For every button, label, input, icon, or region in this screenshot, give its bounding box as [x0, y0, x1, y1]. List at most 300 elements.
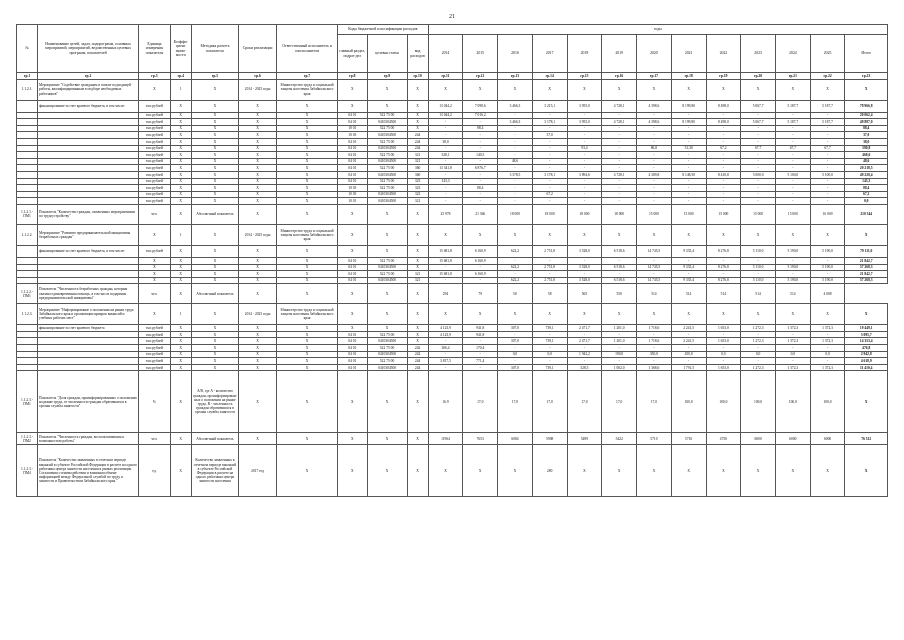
- cell: 8 276,8: [706, 277, 741, 284]
- cell: тыс.рублей: [139, 351, 171, 358]
- cell: 04 01: [338, 112, 367, 119]
- cell: X: [239, 198, 277, 205]
- cell: -: [706, 178, 741, 185]
- cell: X: [407, 433, 428, 445]
- cell: X: [170, 185, 191, 192]
- cell: 18 000: [602, 204, 637, 224]
- cell: 10 03: [338, 191, 367, 198]
- row-responsible: X: [277, 264, 338, 271]
- cell: 04 01: [338, 271, 367, 278]
- cell: -: [706, 271, 741, 278]
- cell: X: [463, 79, 498, 100]
- cell: чел.: [139, 433, 171, 445]
- cell: 04 01: [338, 264, 367, 271]
- cell: -: [637, 198, 672, 205]
- cell: 100,0: [741, 371, 776, 433]
- cell: X: [239, 158, 277, 165]
- cell: 0410304500: [367, 171, 407, 178]
- row-total: 78 966,8: [845, 100, 888, 112]
- row-number: [17, 165, 38, 172]
- cell: 522 75 00: [367, 345, 407, 352]
- cell: 17,0: [602, 371, 637, 433]
- cell: 6 160,9: [463, 271, 498, 278]
- cell: 04 01: [338, 345, 367, 352]
- cell: 6 160,9: [463, 245, 498, 257]
- cell: -: [532, 145, 567, 152]
- row-total: 476,8: [845, 345, 888, 352]
- cell: -: [741, 358, 776, 365]
- table-row: [17, 257, 888, 264]
- cell: -: [637, 138, 672, 145]
- cell: 4 123,9: [428, 325, 463, 332]
- cell: 1: [170, 79, 191, 100]
- cell: 3 528,0: [567, 264, 602, 271]
- page-number: 21: [449, 14, 455, 20]
- row-name: [38, 358, 139, 365]
- cell: 242: [407, 351, 428, 358]
- cell: -: [602, 165, 637, 172]
- row-name: [38, 264, 139, 271]
- cell: -: [532, 152, 567, 159]
- cell: 5 190,0: [775, 245, 810, 257]
- cell: X: [775, 445, 810, 497]
- cell: 15 000: [637, 204, 672, 224]
- cell: -: [428, 277, 463, 284]
- cell: 18 000: [567, 204, 602, 224]
- header-kbk-csr: целевая статья: [367, 35, 407, 73]
- cell: -: [671, 185, 706, 192]
- cell: -: [775, 125, 810, 132]
- cell: 50: [498, 284, 533, 304]
- cell: 1 372,3: [775, 338, 810, 345]
- cell: -: [602, 112, 637, 119]
- cell: 140,5: [463, 152, 498, 159]
- cell: 1 272,3: [741, 338, 776, 345]
- row-name: [38, 345, 139, 352]
- row-total: 210 344: [845, 204, 888, 224]
- cell: -: [498, 145, 533, 152]
- cell: 8 498,0: [706, 119, 741, 126]
- cell: -: [532, 125, 567, 132]
- cell: -: [671, 358, 706, 365]
- row-responsible: X: [277, 358, 338, 365]
- table-row: [17, 345, 888, 352]
- cell: 306,4: [428, 345, 463, 352]
- row-responsible: X: [277, 445, 338, 497]
- cell: 143,3: [428, 178, 463, 185]
- cell: 4 728,1: [602, 171, 637, 178]
- cell: X: [170, 364, 191, 371]
- cell: 5908: [532, 433, 567, 445]
- cell: 244: [407, 364, 428, 371]
- cell: 51,30: [671, 145, 706, 152]
- row-responsible: X: [277, 257, 338, 264]
- header-term: Сроки реализации: [239, 25, 277, 73]
- cell: 04 01: [338, 257, 367, 264]
- row-method: X: [191, 331, 238, 338]
- cell: -: [671, 271, 706, 278]
- row-responsible: X: [277, 271, 338, 278]
- cell: 13 044,2: [428, 112, 463, 119]
- cell: 6000: [810, 433, 845, 445]
- cell: 5499: [567, 433, 602, 445]
- row-number: [17, 245, 38, 257]
- cell: -: [498, 198, 533, 205]
- cell: -: [706, 132, 741, 139]
- cell: -: [428, 132, 463, 139]
- cell: тыс.рублей: [139, 245, 171, 257]
- column-number: гр.12: [463, 73, 498, 80]
- cell: 5 187,7: [810, 119, 845, 126]
- cell: 5 110,0: [741, 245, 776, 257]
- cell: X: [170, 165, 191, 172]
- cell: 3 215,1: [532, 100, 567, 112]
- cell: X: [671, 224, 706, 245]
- row-total: 20 062,4: [845, 112, 888, 119]
- cell: 25 978: [428, 204, 463, 224]
- header-year-2025: 2025: [810, 35, 845, 73]
- cell: 941,8: [463, 325, 498, 332]
- cell: -: [810, 132, 845, 139]
- table-header: [17, 25, 888, 80]
- cell: 1 002,0: [602, 364, 637, 371]
- cell: X: [706, 304, 741, 325]
- table-row: [17, 264, 888, 271]
- cell: 04 01: [338, 358, 367, 365]
- cell: 5 190,0: [810, 277, 845, 284]
- cell: -: [567, 165, 602, 172]
- cell: 8 199,80: [671, 119, 706, 126]
- cell: X: [463, 304, 498, 325]
- table-row: [17, 224, 888, 245]
- cell: 3 894,6: [567, 171, 602, 178]
- cell: 522 75 00: [367, 152, 407, 159]
- table-row: [17, 178, 888, 185]
- cell: 6 160,9: [463, 257, 498, 264]
- cell: тыс.рублей: [139, 198, 171, 205]
- row-method: X: [191, 165, 238, 172]
- cell: 15 681,8: [428, 257, 463, 264]
- row-name: [38, 277, 139, 284]
- cell: -: [428, 191, 463, 198]
- row-responsible: X: [277, 371, 338, 433]
- cell: 522 75 00: [367, 165, 407, 172]
- cell: -: [741, 125, 776, 132]
- cell: 2 751,8: [532, 277, 567, 284]
- cell: 2 241,5: [671, 338, 706, 345]
- cell: -: [602, 152, 637, 159]
- cell: 242: [407, 345, 428, 352]
- cell: -: [498, 112, 533, 119]
- cell: -: [428, 338, 463, 345]
- row-name: [38, 112, 139, 119]
- cell: -: [775, 178, 810, 185]
- cell: тыс.рублей: [139, 158, 171, 165]
- row-responsible: X: [277, 165, 338, 172]
- cell: 5 100,0: [775, 171, 810, 178]
- row-method: Количество заявленных в отчетном периоде вакансий в субъекте Российской Федерации в расчете на одного работника центра занятости населения: [191, 445, 238, 497]
- cell: X: [170, 112, 191, 119]
- cell: 100,0: [706, 371, 741, 433]
- row-responsible: X: [277, 158, 338, 165]
- row-number: [17, 132, 38, 139]
- cell: 321: [407, 277, 428, 284]
- cell: 6 518,6: [602, 264, 637, 271]
- row-total: 79 111,0: [845, 245, 888, 257]
- cell: -: [567, 158, 602, 165]
- cell: -: [498, 125, 533, 132]
- cell: -: [498, 331, 533, 338]
- cell: тыс.рублей: [139, 119, 171, 126]
- cell: X: [338, 433, 367, 445]
- cell: -: [463, 119, 498, 126]
- row-number: [17, 191, 38, 198]
- row-responsible: X: [277, 125, 338, 132]
- row-name: [38, 145, 139, 152]
- cell: 0,0: [532, 351, 567, 358]
- cell: -: [463, 198, 498, 205]
- cell: -: [741, 331, 776, 338]
- cell: X: [810, 445, 845, 497]
- cell: -: [463, 132, 498, 139]
- cell: 15 000: [706, 204, 741, 224]
- header-years: годы: [428, 25, 887, 35]
- column-number: гр.21: [775, 73, 810, 80]
- row-number: [17, 345, 38, 352]
- row-responsible: X: [277, 191, 338, 198]
- cell: -: [463, 178, 498, 185]
- cell: 13 341,8: [428, 165, 463, 172]
- row-total: 0,0: [845, 198, 888, 205]
- table-row: [17, 338, 888, 345]
- cell: -: [602, 145, 637, 152]
- cell: -: [567, 331, 602, 338]
- cell: X: [239, 112, 277, 119]
- cell: -: [810, 112, 845, 119]
- row-number: [17, 331, 38, 338]
- cell: -: [532, 257, 567, 264]
- row-responsible: X: [277, 178, 338, 185]
- cell: 550: [602, 284, 637, 304]
- row-number: [17, 364, 38, 371]
- cell: 2 471,7: [567, 325, 602, 332]
- cell: -: [775, 191, 810, 198]
- cell: 280: [532, 445, 567, 497]
- header-year-2023: 2023: [741, 35, 776, 73]
- cell: -: [498, 165, 533, 172]
- cell: X: [367, 204, 407, 224]
- header-year-2022: 2022: [706, 35, 741, 73]
- cell: 2014 - 2025 годы: [239, 79, 277, 100]
- column-number: гр.19: [706, 73, 741, 80]
- cell: X: [170, 277, 191, 284]
- cell: -: [532, 198, 567, 205]
- cell: X: [338, 100, 367, 112]
- column-number: гр.10: [407, 73, 428, 80]
- cell: 522 75 00: [367, 185, 407, 192]
- cell: 04 01: [338, 138, 367, 145]
- cell: X: [338, 79, 367, 100]
- cell: тыс.рублей: [139, 358, 171, 365]
- cell: X: [741, 79, 776, 100]
- row-number: 1.1.2.3.: [17, 304, 38, 325]
- cell: -: [671, 112, 706, 119]
- cell: 15 000: [775, 204, 810, 224]
- row-responsible: Министерство труда и социальной защиты населения Забайкальского края: [277, 224, 338, 245]
- cell: 3 955,0: [567, 100, 602, 112]
- cell: X: [239, 185, 277, 192]
- column-numbers-row: [17, 73, 888, 80]
- cell: 7653: [463, 433, 498, 445]
- cell: -: [567, 185, 602, 192]
- table-row: [17, 125, 888, 132]
- cell: -: [463, 145, 498, 152]
- column-number: гр.11: [428, 73, 463, 80]
- cell: -: [637, 165, 672, 172]
- cell: 323: [407, 185, 428, 192]
- cell: -: [567, 132, 602, 139]
- cell: 0410304500: [367, 264, 407, 271]
- row-responsible: X: [277, 171, 338, 178]
- row-method: X: [191, 304, 238, 325]
- cell: 9 335,4: [671, 277, 706, 284]
- row-number: [17, 158, 38, 165]
- cell: X: [139, 277, 171, 284]
- row-responsible: Министерство труда и социальной защиты населения Забайкальского края: [277, 79, 338, 100]
- header-year-2024: 2024: [775, 35, 810, 73]
- cell: X: [602, 304, 637, 325]
- cell: тыс.рублей: [139, 152, 171, 159]
- cell: X: [741, 224, 776, 245]
- cell: 04 01: [338, 277, 367, 284]
- column-number: гр.17: [637, 73, 672, 80]
- row-method: A/B, где A - количество граждан, проинформирован-ных о положении на рынке труда, B - численность граждан обратившихся в органы службы занятости: [191, 371, 238, 433]
- column-number: гр.7: [277, 73, 338, 80]
- table-row: [17, 191, 888, 198]
- row-total: 57 268,3: [845, 277, 888, 284]
- row-method: X: [191, 112, 238, 119]
- row-responsible: X: [277, 132, 338, 139]
- cell: 350,0: [637, 351, 672, 358]
- row-name: финансирование за счет краевого бюджета, в том числе:: [38, 100, 139, 112]
- table-row: [17, 277, 888, 284]
- row-number: [17, 338, 38, 345]
- cell: 321: [407, 198, 428, 205]
- cell: -: [637, 257, 672, 264]
- cell: X: [338, 304, 367, 325]
- cell: -: [775, 331, 810, 338]
- cell: 5 110,0: [741, 277, 776, 284]
- cell: 0410304500: [367, 145, 407, 152]
- cell: X: [367, 100, 407, 112]
- column-number: гр.1: [17, 73, 38, 80]
- cell: 4 123,9: [428, 331, 463, 338]
- cell: X: [567, 224, 602, 245]
- cell: 360: [407, 171, 428, 178]
- row-total: 20 218,5: [845, 165, 888, 172]
- cell: 522 75 00: [367, 257, 407, 264]
- cell: X: [407, 100, 428, 112]
- row-method: X: [191, 171, 238, 178]
- cell: -: [637, 185, 672, 192]
- cell: тыс.рублей: [139, 138, 171, 145]
- cell: 307,0: [498, 364, 533, 371]
- column-number: гр.6: [239, 73, 277, 80]
- column-number: гр.16: [602, 73, 637, 80]
- cell: -: [567, 191, 602, 198]
- cell: X: [139, 79, 171, 100]
- cell: -: [741, 132, 776, 139]
- row-method: X: [191, 224, 238, 245]
- cell: -: [706, 331, 741, 338]
- cell: X: [602, 79, 637, 100]
- cell: -: [498, 152, 533, 159]
- cell: -: [775, 358, 810, 365]
- row-number: 1.1.2.1.: [17, 79, 38, 100]
- header-responsible: Ответственный исполнитель и соисполнители: [277, 25, 338, 73]
- cell: -: [775, 138, 810, 145]
- row-responsible: X: [277, 277, 338, 284]
- row-responsible: X: [277, 351, 338, 358]
- cell: X: [239, 132, 277, 139]
- cell: X: [170, 132, 191, 139]
- cell: X: [810, 79, 845, 100]
- cell: X: [338, 284, 367, 304]
- row-name: [38, 191, 139, 198]
- cell: -: [602, 158, 637, 165]
- cell: X: [671, 79, 706, 100]
- cell: X: [239, 364, 277, 371]
- cell: 2014 - 2025 годы: [239, 224, 277, 245]
- cell: X: [498, 445, 533, 497]
- cell: X: [407, 125, 428, 132]
- cell: -: [810, 178, 845, 185]
- row-method: X: [191, 271, 238, 278]
- row-name: [38, 138, 139, 145]
- cell: -: [602, 358, 637, 365]
- table-row: [17, 325, 888, 332]
- cell: 67,2: [532, 191, 567, 198]
- cell: -: [602, 178, 637, 185]
- row-method: X: [191, 178, 238, 185]
- row-responsible: X: [277, 138, 338, 145]
- row-responsible: X: [277, 185, 338, 192]
- row-number: [17, 358, 38, 365]
- row-number: [17, 271, 38, 278]
- cell: X: [367, 325, 407, 332]
- table-row: [17, 364, 888, 371]
- cell: -: [602, 271, 637, 278]
- row-number: [17, 264, 38, 271]
- cell: чел.: [139, 284, 171, 304]
- cell: X: [407, 112, 428, 119]
- cell: X: [637, 445, 672, 497]
- cell: X: [239, 358, 277, 365]
- cell: 04 01: [338, 152, 367, 159]
- cell: X: [170, 433, 191, 445]
- cell: -: [498, 132, 533, 139]
- cell: 1: [170, 304, 191, 325]
- cell: X: [741, 445, 776, 497]
- cell: -: [498, 185, 533, 192]
- cell: X: [239, 204, 277, 224]
- cell: -: [463, 277, 498, 284]
- cell: -: [671, 198, 706, 205]
- cell: X: [170, 257, 191, 264]
- row-responsible: X: [277, 152, 338, 159]
- cell: -: [775, 185, 810, 192]
- column-number: гр.20: [741, 73, 776, 80]
